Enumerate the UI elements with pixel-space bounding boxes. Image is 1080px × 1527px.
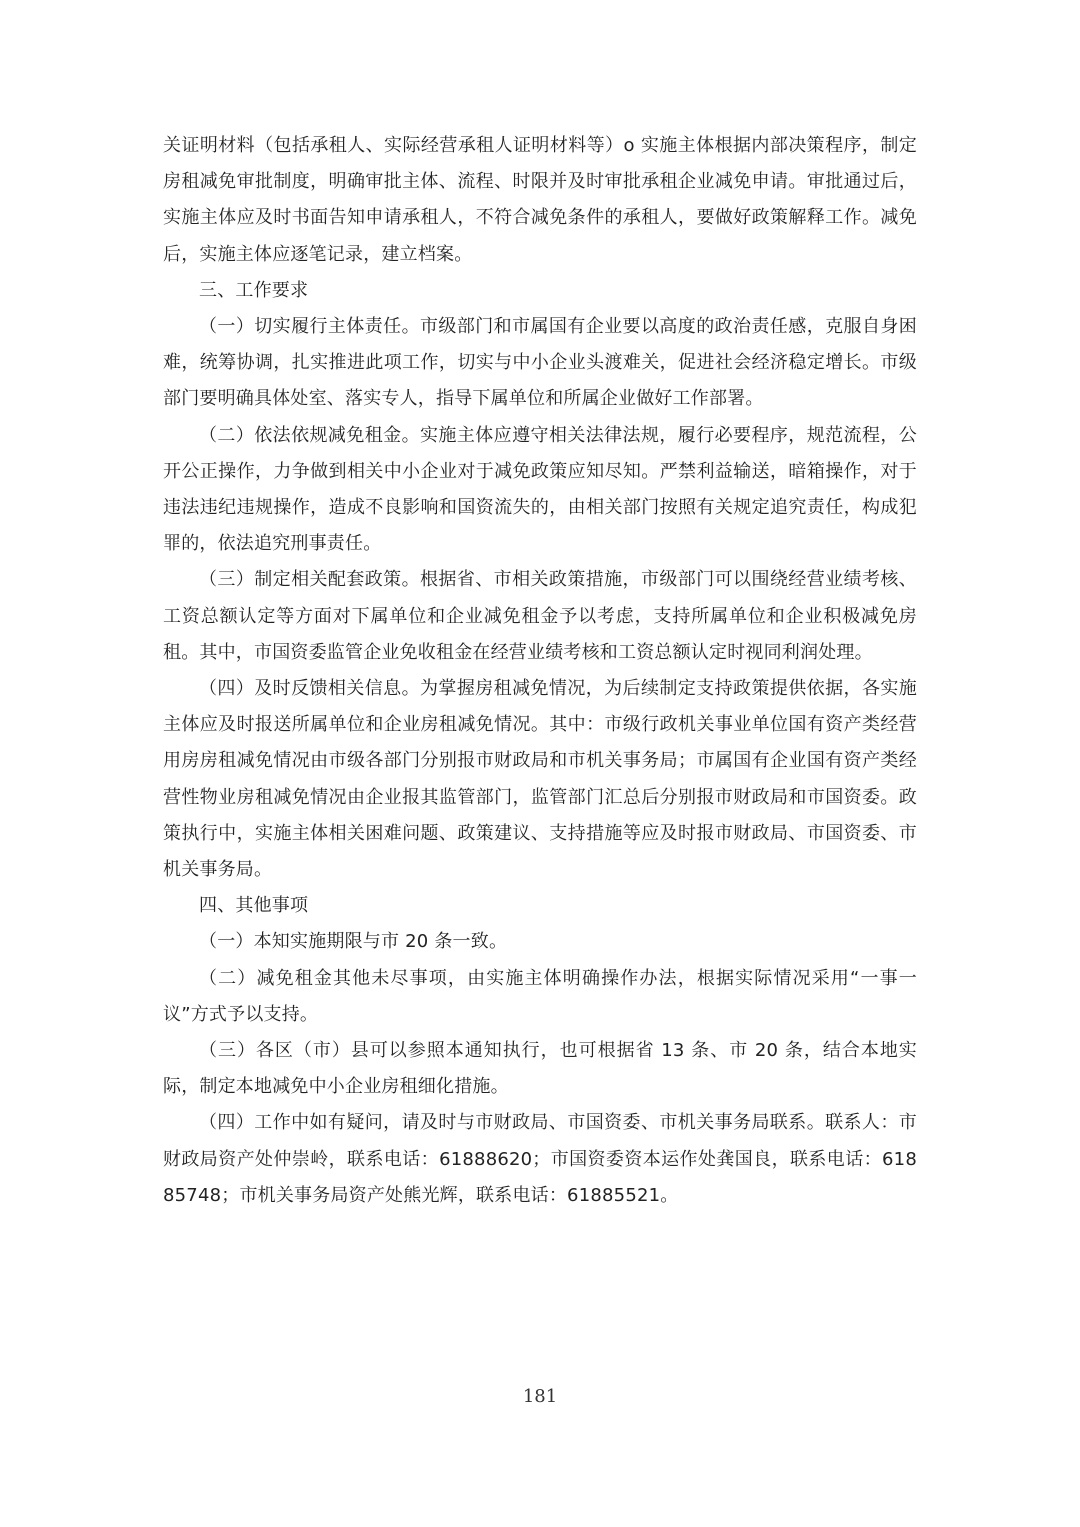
- paragraph-feedback: （四）及时反馈相关信息。为掌握房租减免情况，为后续制定支持政策提供依据，各实施主体应及时报送所属单位和企业房租减免情况。其中：市级行政机关事业单位国有资产类经营用房房租减免情况由市级各部门分别报市财政局和市机关事务局；市属国有企业国有资产类经营性物业房租减免情况由企业报其监管部门，监管部门汇总后分别报市财政局和市国资委。政策执行中，实施主体相关困难问题、政策建议、支持措施等应及时报市财政局、市国资委、市机关事务局。: [163, 678, 917, 881]
- paragraph-districts: （三）各区（市）县可以参照本通知执行，也可根据省 13 条、市 20 条，结合本地实际，制定本地减免中小企业房租细化措施。: [163, 1040, 917, 1098]
- paragraph-supporting-policies: （三）制定相关配套政策。根据省、市相关政策措施，市级部门可以围绕经营业绩考核、工资总额认定等方面对下属单位和企业减免租金予以考虑，支持所属单位和企业积极减免房租。其中，市国资委监管企业免收租金在经营业绩考核和工资总额认定时视同利润处理。: [163, 569, 917, 663]
- paragraph-contacts: （四）工作中如有疑问，请及时与市财政局、市国资委、市机关事务局联系。联系人：市财政局资产处仲崇岭，联系电话：61888620；市国资委资本运作处龚国良，联系电话：61885748；市机关事务局资产处熊光辉，联系电话：61885521。: [163, 1112, 917, 1206]
- paragraph-responsibility: （一）切实履行主体责任。市级部门和市属国有企业要以高度的政治责任感，克服自身困难，统筹协调，扎实推进此项工作，切实与中小企业头渡难关，促进社会经济稳定增长。市级部门要明确具体处室、落实专人，指导下属单位和所属企业做好工作部署。: [163, 316, 917, 410]
- paragraph-case-by-case: （二）减免租金其他未尽事项，由实施主体明确操作办法，根据实际情况采用“一事一议”方式予以支持。: [163, 967, 917, 1025]
- paragraph-continued: 关证明材料（包括承租人、实际经营承租人证明材料等）o 实施主体根据内部决策程序，制定房租减免审批制度，明确审批主体、流程、时限并及时审批承租企业减免申请。审批通过后，实施主体应及时书面告知申请承租人，不符合减免条件的承租人，要做好政策解释工作。减免后，实施主体应逐笔记录，建立档案。: [163, 135, 917, 265]
- section-heading-other-matters: 四、其他事项: [199, 895, 309, 917]
- paragraph-legal-compliance: （二）依法依规减免租金。实施主体应遵守相关法律法规，履行必要程序，规范流程，公开公正操作，力争做到相关中小企业对于减免政策应知尽知。严禁利益输送，暗箱操作，对于违法违纪违规操作，造成不良影响和国资流失的，由相关部门按照有关规定追究责任，构成犯罪的，依法追究刑事责任。: [163, 424, 917, 555]
- paragraph-period: （一）本知实施期限与市 20 条一致。: [199, 931, 508, 953]
- page-number: 181: [522, 1386, 558, 1407]
- section-heading-work-requirements: 三、工作要求: [199, 279, 309, 301]
- body-text: [163, 128, 917, 1214]
